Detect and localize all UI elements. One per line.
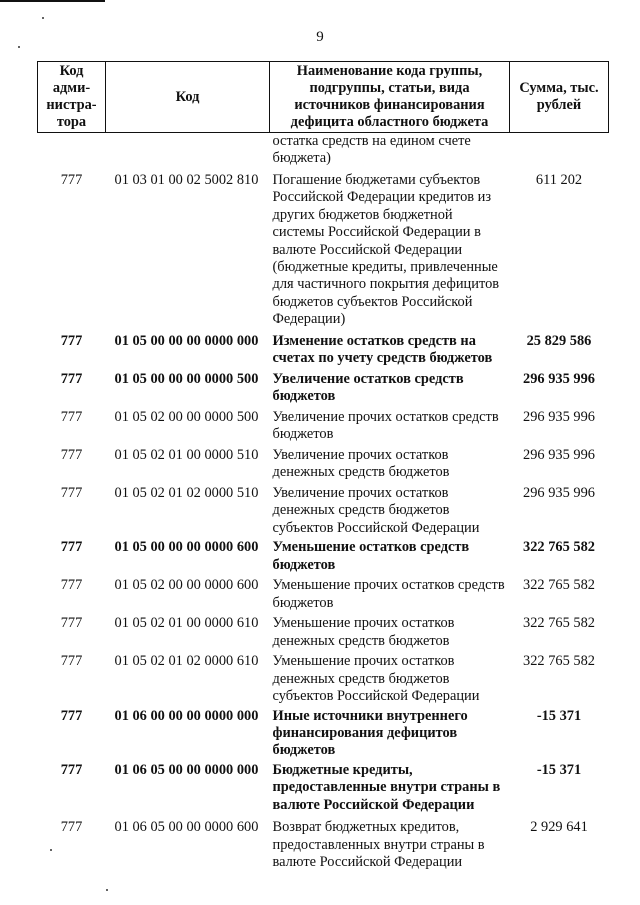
- admin-code-cell: 777: [60, 762, 83, 779]
- sum-cell: 296 935 996: [523, 446, 595, 463]
- sum-cell: 2 929 641: [530, 819, 588, 836]
- name-cell: Увеличение прочих остатков средств бюджетов: [272, 408, 499, 443]
- admin-code-cell: 777: [60, 819, 83, 836]
- table-row: [38, 369, 609, 407]
- sum-cell: 322 765 582: [523, 539, 595, 556]
- admin-code-cell: 777: [60, 653, 83, 670]
- sum-cell: -15 371: [536, 707, 582, 724]
- admin-code-cell: 777: [60, 446, 83, 463]
- table-row: [38, 815, 609, 872]
- code-cell: 01 03 01 00 02 5002 810: [114, 172, 259, 188]
- table-header-row: [38, 62, 609, 133]
- admin-code-cell: 777: [60, 707, 83, 724]
- code-cell: 01 05 02 01 02 0000 610: [114, 653, 259, 670]
- table-row: [38, 651, 609, 706]
- header-sum: Сумма, тыс. рублей: [510, 62, 609, 133]
- scan-speck: [106, 889, 108, 891]
- admin-code-cell: 777: [60, 539, 83, 556]
- table-row: [38, 707, 609, 761]
- sum-cell: 296 935 996: [523, 408, 595, 425]
- admin-code-cell: 777: [60, 332, 83, 349]
- code-cell: 01 05 02 01 02 0000 510: [114, 484, 259, 501]
- scan-speck: [18, 46, 20, 48]
- name-cell: Погашение бюджетами субъектов Российской Федерации кредитов из других бюджетов бюджетной системы Российской Федерации в валюте Российской Федерации (бюджетные кредиты, привлеченные для частичного покрытия дефицитов бюджетов субъектов Российской Федерации): [272, 172, 500, 328]
- code-cell: 01 05 00 00 00 0000 000: [114, 332, 259, 349]
- table-row: [38, 613, 609, 651]
- code-cell: [106, 133, 270, 170]
- name-cell: Уменьшение прочих остатков средств бюджетов: [272, 577, 505, 611]
- code-cell: 01 05 02 00 00 0000 500: [114, 408, 259, 425]
- name-cell: Увеличение остатков средств бюджетов: [272, 370, 464, 405]
- code-cell: 01 06 05 00 00 0000 600: [114, 819, 259, 836]
- table-row: [38, 330, 609, 369]
- header-admin-code: Код адми-нистра-тора: [38, 62, 106, 133]
- code-cell: 01 06 05 00 00 0000 000: [114, 762, 259, 779]
- table-row: [38, 483, 609, 538]
- code-cell: 01 05 02 01 00 0000 610: [114, 615, 259, 632]
- table-row: [38, 133, 609, 170]
- admin-code-cell: 777: [60, 370, 83, 387]
- code-cell: 01 06 00 00 00 0000 000: [114, 707, 259, 724]
- code-cell: 01 05 00 00 00 0000 500: [114, 370, 259, 387]
- name-cell: Уменьшение прочих остатков денежных средств бюджетов: [272, 615, 455, 649]
- sum-cell: 322 765 582: [523, 653, 595, 670]
- table-row: [38, 538, 609, 575]
- header-code: Код: [106, 62, 270, 133]
- admin-code-cell: 777: [60, 484, 83, 501]
- name-cell: Изменение остатков средств на счетах по учету средств бюджетов: [272, 332, 493, 367]
- name-cell: остатка средств на едином счете бюджета): [272, 133, 471, 167]
- admin-code-cell: [38, 133, 106, 170]
- code-cell: 01 05 00 00 00 0000 600: [114, 539, 259, 556]
- admin-code-cell: 777: [60, 615, 83, 632]
- table-row: [38, 575, 609, 613]
- admin-code-cell: 777: [60, 408, 83, 425]
- sum-cell: 611 202: [535, 172, 583, 188]
- sum-cell: -15 371: [536, 762, 582, 779]
- sum-cell: 25 829 586: [526, 332, 592, 349]
- table-body: [38, 133, 609, 873]
- code-cell: 01 05 02 00 00 0000 600: [114, 577, 259, 594]
- table-row: [38, 761, 609, 815]
- sum-cell: 322 765 582: [523, 577, 595, 594]
- name-cell: Бюджетные кредиты, предоставленные внутри страны в валюте Российской Федерации: [272, 762, 501, 813]
- name-cell: Увеличение прочих остатков денежных средств бюджетов субъектов Российской Федерации: [272, 484, 480, 536]
- scan-edge-line: [0, 0, 105, 2]
- table-row: [38, 407, 609, 445]
- header-name: Наименование кода группы, подгруппы, статьи, вида источников финансирования дефицита областного бюджета: [270, 62, 510, 133]
- sum-cell: 296 935 996: [523, 370, 595, 387]
- sum-cell: [510, 133, 609, 170]
- name-cell: Возврат бюджетных кредитов, предоставленных внутри страны в валюте Российской Федерации: [272, 819, 485, 871]
- name-cell: Уменьшение прочих остатков денежных средств бюджетов субъектов Российской Федерации: [272, 653, 480, 705]
- table-row: [38, 445, 609, 483]
- code-cell: 01 05 02 01 00 0000 510: [114, 446, 259, 463]
- page-number: 9: [316, 29, 324, 45]
- name-cell: Увеличение прочих остатков денежных средств бюджетов: [272, 446, 450, 481]
- admin-code-cell: 777: [60, 577, 83, 594]
- admin-code-cell: 777: [60, 172, 83, 188]
- table-row: [38, 169, 609, 330]
- financing-sources-table: [37, 61, 609, 873]
- sum-cell: 322 765 582: [523, 615, 595, 632]
- sum-cell: 296 935 996: [523, 484, 595, 501]
- name-cell: Уменьшение остатков средств бюджетов: [272, 539, 470, 573]
- scan-speck: [42, 17, 44, 19]
- name-cell: Иные источники внутреннего финансирования дефицитов бюджетов: [272, 707, 468, 759]
